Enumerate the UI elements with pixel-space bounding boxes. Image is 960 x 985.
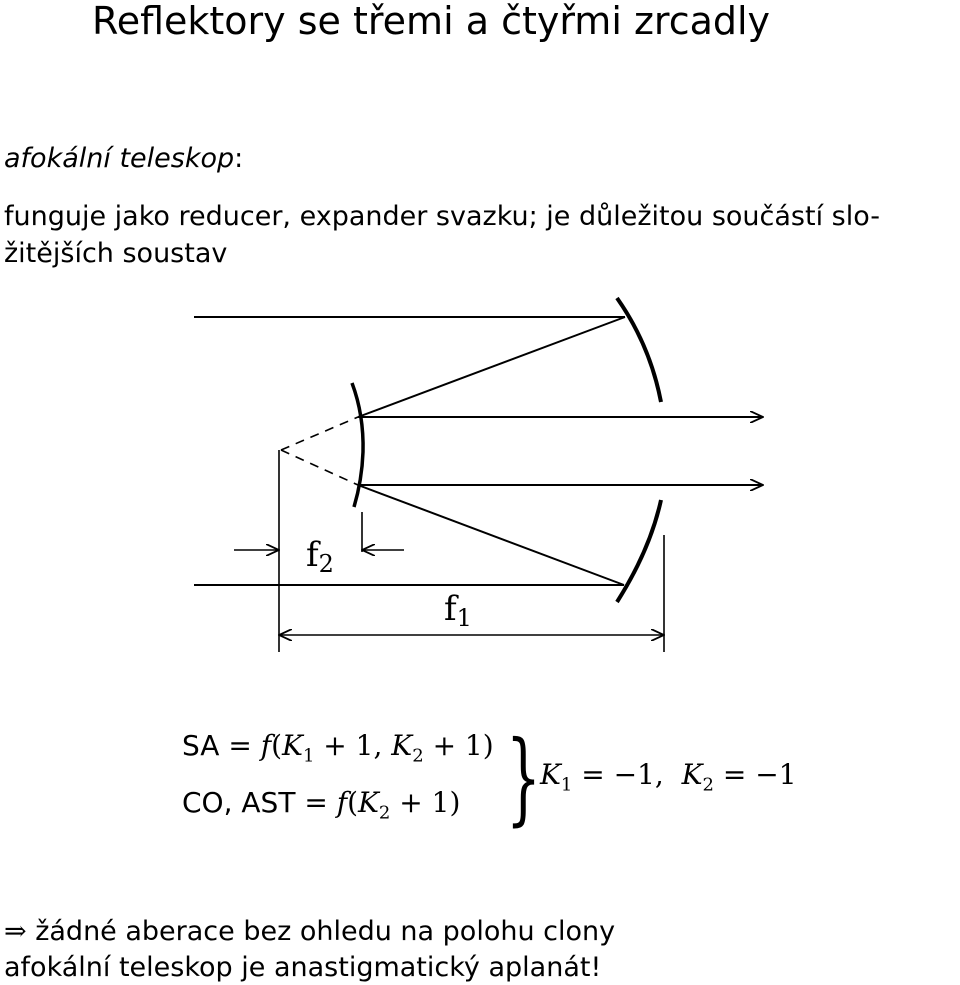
eq-sa-end: + 1) <box>423 729 494 762</box>
eq-sa-label: SA <box>182 729 220 762</box>
reflected-ray-top <box>358 317 625 417</box>
equation-sa <box>182 728 494 775</box>
implies-arrow: ⇒ <box>4 916 27 947</box>
curly-brace: } <box>506 719 541 836</box>
cond-k1: K <box>540 758 561 791</box>
eq-sa-equals: = <box>219 729 261 762</box>
eq-co-equals: = <box>295 786 337 819</box>
primary-mirror-lower <box>617 500 661 602</box>
page-title: Reflektory se třemi a čtyřmi zrcadly <box>92 0 771 43</box>
description-line-1: funguje jako reducer, expander svazku; je důležitou součástí slo- <box>4 201 880 232</box>
eq-sa-mid: + 1, <box>314 729 392 762</box>
eq-sa-k1-sub: 1 <box>302 745 315 767</box>
eq-sa-k1: K <box>282 729 303 762</box>
eq-co-k2: K <box>358 786 379 819</box>
label-f1 <box>444 589 472 632</box>
virtual-ray-top <box>281 417 358 450</box>
cond-end: = −1 <box>714 758 797 791</box>
conclusion-text-1: žádné aberace bez ohledu na polohu clony <box>26 916 616 947</box>
secondary-mirror-lower <box>354 452 363 507</box>
cond-k1-sub: 1 <box>560 774 573 796</box>
label-f1-sub: 1 <box>456 604 472 632</box>
conclusion-line-1 <box>4 915 615 949</box>
conclusion-line-2: afokální teleskop je anastigmatický aplanát! <box>4 952 602 983</box>
eq-co-end: + 1) <box>390 786 461 819</box>
virtual-ray-bottom <box>281 450 358 485</box>
eq-sa-k2-sub: 2 <box>412 745 424 767</box>
label-f2-main: f <box>306 535 319 575</box>
eq-sa-k2: K <box>391 729 413 762</box>
eq-sa-open: ( <box>271 729 283 762</box>
subtitle-text: afokální teleskop <box>4 143 235 174</box>
equation-condition <box>540 757 797 804</box>
subtitle-colon: : <box>234 143 244 174</box>
description-line-2: žitějších soustav <box>4 238 228 269</box>
eq-co-k2-sub: 2 <box>378 802 391 824</box>
eq-co-f: f <box>336 786 348 819</box>
equation-co-ast <box>182 785 460 832</box>
eq-sa-f: f <box>260 729 272 762</box>
cond-mid: = −1, <box>572 758 682 791</box>
primary-mirror-upper <box>617 298 661 402</box>
reflected-ray-bottom <box>358 485 624 585</box>
cond-k2: K <box>681 758 703 791</box>
label-f2 <box>306 535 334 578</box>
label-f1-main: f <box>444 589 457 629</box>
label-f2-sub: 2 <box>318 550 334 578</box>
eq-co-open: ( <box>347 786 358 819</box>
eq-co-label: CO, AST <box>182 786 296 819</box>
cond-k2-sub: 2 <box>702 774 714 796</box>
